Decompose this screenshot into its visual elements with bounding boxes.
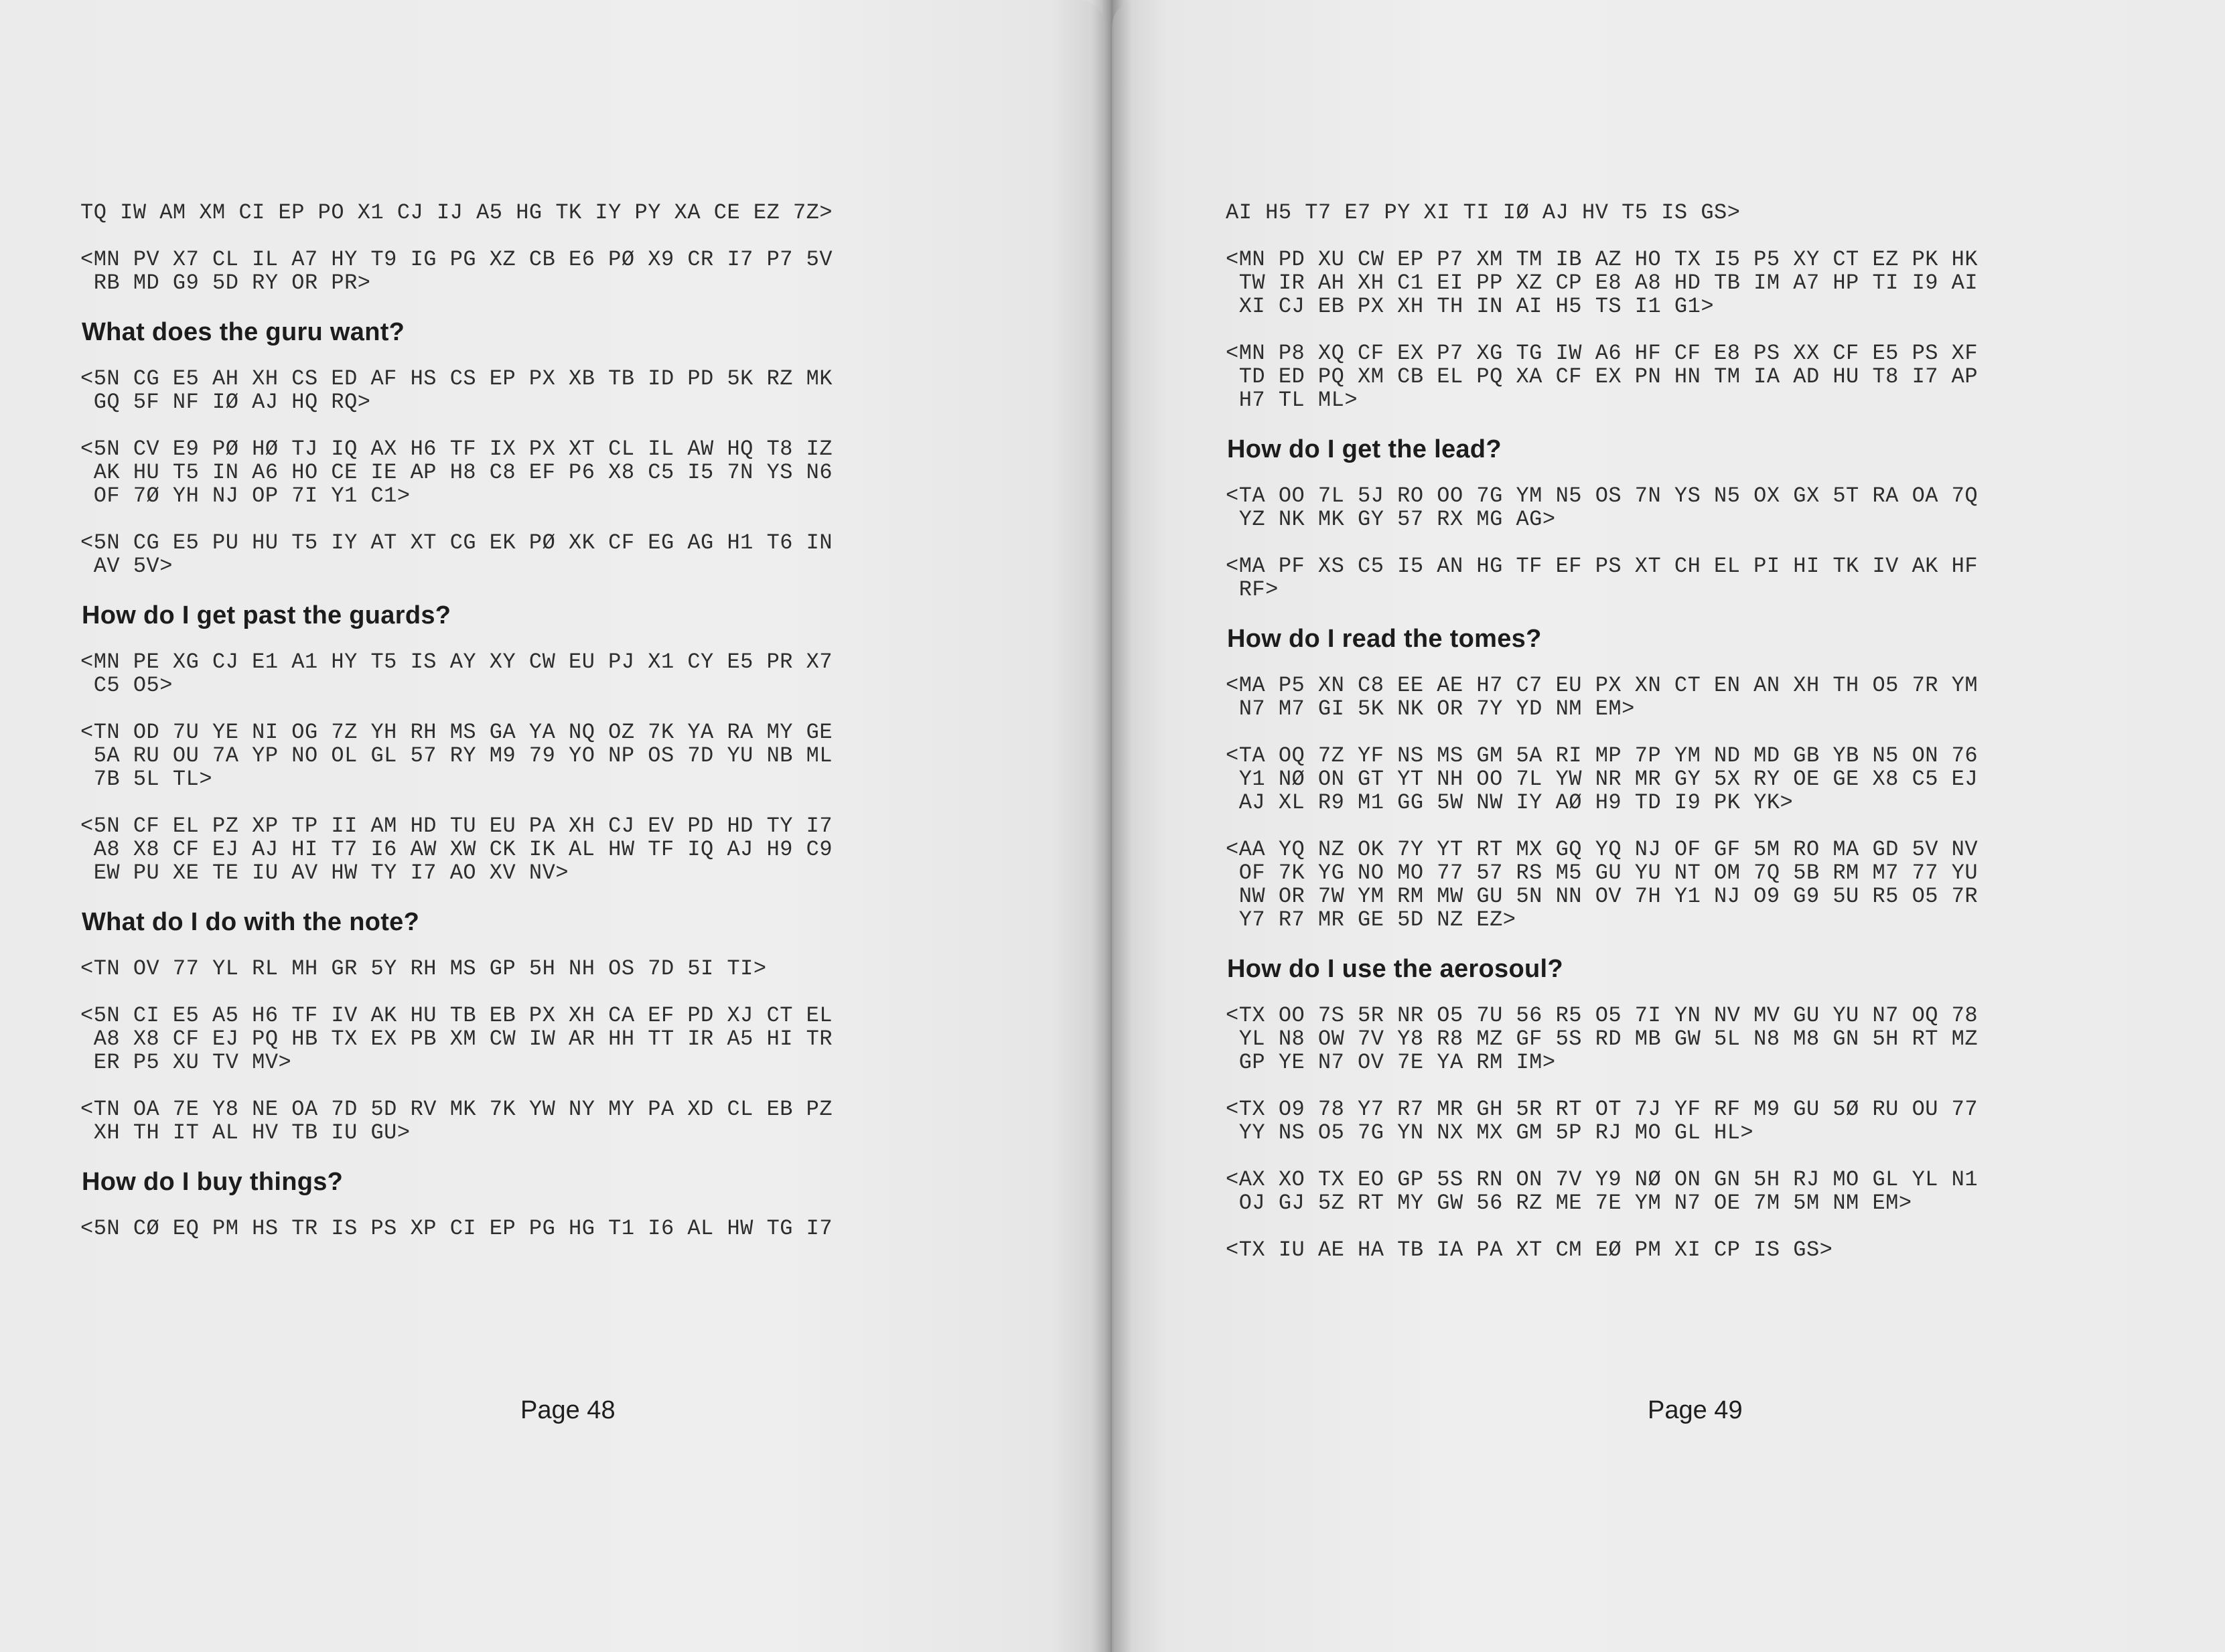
right-page — [1112, 0, 2225, 1652]
hint-code-block: <MN P8 XQ CF EX P7 XG TG IW A6 HF CF E8 PS XX CF E5 PS XF TD ED PQ XM CB EL PQ XA CF EX PN HN TM IA AD HU T8 I7 AP H7 TL ML> — [1226, 341, 1979, 412]
hint-code-block: <TX OO 7S 5R NR O5 7U 56 R5 O5 7I YN NV MV GU YU N7 OQ 78 YL N8 OW 7V Y8 R8 MZ GF 5S RD MB GW 5L N8 M8 GN 5H RT MZ GP YE N7 OV 7E YA RM IM> — [1226, 1003, 1979, 1075]
hint-code-block: TQ IW AM XM CI EP PO X1 CJ IJ A5 HG TK IY PY XA CE EZ 7Z> — [80, 200, 833, 225]
hint-code-block: <MN PE XG CJ E1 A1 HY T5 IS AY XY CW EU PJ X1 CY E5 PR X7 C5 O5> — [80, 650, 833, 698]
question-heading: How do I buy things? — [82, 1168, 344, 1196]
hint-code-block: <5N CØ EQ PM HS TR IS PS XP CI EP PG HG T1 I6 AL HW TG I7 — [80, 1216, 833, 1241]
hint-code-block: <MN PV X7 CL IL A7 HY T9 IG PG XZ CB E6 PØ X9 CR I7 P7 5V RB MD G9 5D RY OR PR> — [80, 247, 833, 295]
right-page-content — [1226, 201, 2070, 1285]
question-heading: What do I do with the note? — [82, 908, 420, 936]
hint-code-block: <TX O9 78 Y7 R7 MR GH 5R RT OT 7J YF RF M9 GU 5Ø RU OU 77 YY NS O5 7G YN NX MX GM 5P RJ MO GL HL> — [1226, 1097, 1979, 1145]
hint-code-block: <MA P5 XN C8 EE AE H7 C7 EU PX XN CT EN AN XH TH O5 7R YM N7 M7 GI 5K NK OR 7Y YD NM EM> — [1226, 673, 1979, 721]
hint-code-block: <TN OV 77 YL RL MH GR 5Y RH MS GP 5H NH OS 7D 5I TI> — [80, 956, 767, 981]
hint-code-block: <TA OQ 7Z YF NS MS GM 5A RI MP 7P YM ND MD GB YB N5 ON 76 Y1 NØ ON GT YT NH OO 7L YW NR MR GY 5X RY OE GE X8 C5 EJ AJ XL R9 M1 GG 5W NW IY AØ H9 TD I9 PK YK> — [1226, 743, 1979, 815]
hint-code-block: <TN OA 7E Y8 NE OA 7D 5D RV MK 7K YW NY MY PA XD CL EB PZ XH TH IT AL HV TB IU GU> — [80, 1097, 833, 1145]
hint-code-block: <AX XO TX EO GP 5S RN ON 7V Y9 NØ ON GN 5H RJ MO GL YL N1 OJ GJ 5Z RT MY GW 56 RZ ME 7E YM N7 OE 7M 5M NM EM> — [1226, 1167, 1979, 1215]
question-heading: How do I read the tomes? — [1227, 625, 1542, 653]
question-heading: How do I get past the guards? — [82, 601, 451, 629]
hint-code-block: <TX IU AE HA TB IA PA XT CM EØ PM XI CP IS GS> — [1226, 1237, 1833, 1262]
hint-code-block: <MA PF XS C5 I5 AN HG TF EF PS XT CH EL PI HI TK IV AK HF RF> — [1226, 554, 1979, 602]
left-page-content — [80, 201, 911, 1264]
hint-code-block: AI H5 T7 E7 PY XI TI IØ AJ HV T5 IS GS> — [1226, 200, 1741, 225]
question-heading: How do I use the aerosoul? — [1227, 955, 1563, 983]
left-page — [0, 0, 1105, 1652]
hint-code-block: <5N CV E9 PØ HØ TJ IQ AX H6 TF IX PX XT CL IL AW HQ T8 IZ AK HU T5 IN A6 HO CE IE AP H8 C8 EF P6 X8 C5 I5 7N YS N6 OF 7Ø YH NJ OP 7I Y1 C1> — [80, 437, 833, 508]
hint-code-block: <TA OO 7L 5J RO OO 7G YM N5 OS 7N YS N5 OX GX 5T RA OA 7Q YZ NK MK GY 57 RX MG AG> — [1226, 483, 1979, 532]
hint-code-block: <5N CG E5 PU HU T5 IY AT XT CG EK PØ XK CF EG AG H1 T6 IN AV 5V> — [80, 530, 833, 579]
hint-code-block: <5N CG E5 AH XH CS ED AF HS CS EP PX XB TB ID PD 5K RZ MK GQ 5F NF IØ AJ HQ RQ> — [80, 366, 833, 415]
question-heading: How do I get the lead? — [1227, 435, 1502, 463]
page-number: Page 48 — [520, 1396, 616, 1424]
book-spine — [1092, 0, 1132, 1652]
hint-code-block: <MN PD XU CW EP P7 XM TM IB AZ HO TX I5 P5 XY CT EZ PK HK TW IR AH XH C1 EI PP XZ CP E8 A8 HD TB IM A7 HP TI I9 AI XI CJ EB PX XH TH IN AI H5 TS I1 G1> — [1226, 247, 1979, 319]
page-number: Page 49 — [1648, 1396, 1743, 1424]
hint-code-block: <5N CI E5 A5 H6 TF IV AK HU TB EB PX XH CA EF PD XJ CT EL A8 X8 CF EJ PQ HB TX EX PB XM CW IW AR HH TT IR A5 HI TR ER P5 XU TV MV> — [80, 1003, 833, 1075]
hint-code-block: <TN OD 7U YE NI OG 7Z YH RH MS GA YA NQ OZ 7K YA RA MY GE 5A RU OU 7A YP NO OL GL 57 RY M9 79 YO NP OS 7D YU NB ML 7B 5L TL> — [80, 720, 833, 792]
hint-code-block: <AA YQ NZ OK 7Y YT RT MX GQ YQ NJ OF GF 5M RO MA GD 5V NV OF 7K YG NO MO 77 57 RS M5 GU YU NT OM 7Q 5B RM M7 77 YU NW OR 7W YM RM MW GU 5N NN OV 7H Y1 NJ O9 G9 5U R5 O5 7R Y7 R7 MR GE 5D NZ EZ> — [1226, 837, 1979, 932]
question-heading: What does the guru want? — [82, 318, 405, 346]
hint-code-block: <5N CF EL PZ XP TP II AM HD TU EU PA XH CJ EV PD HD TY I7 A8 X8 CF EJ AJ HI T7 I6 AW XW CK IK AL HW TF IQ AJ H9 C9 EW PU XE TE IU AV HW TY I7 AO XV NV> — [80, 814, 833, 885]
